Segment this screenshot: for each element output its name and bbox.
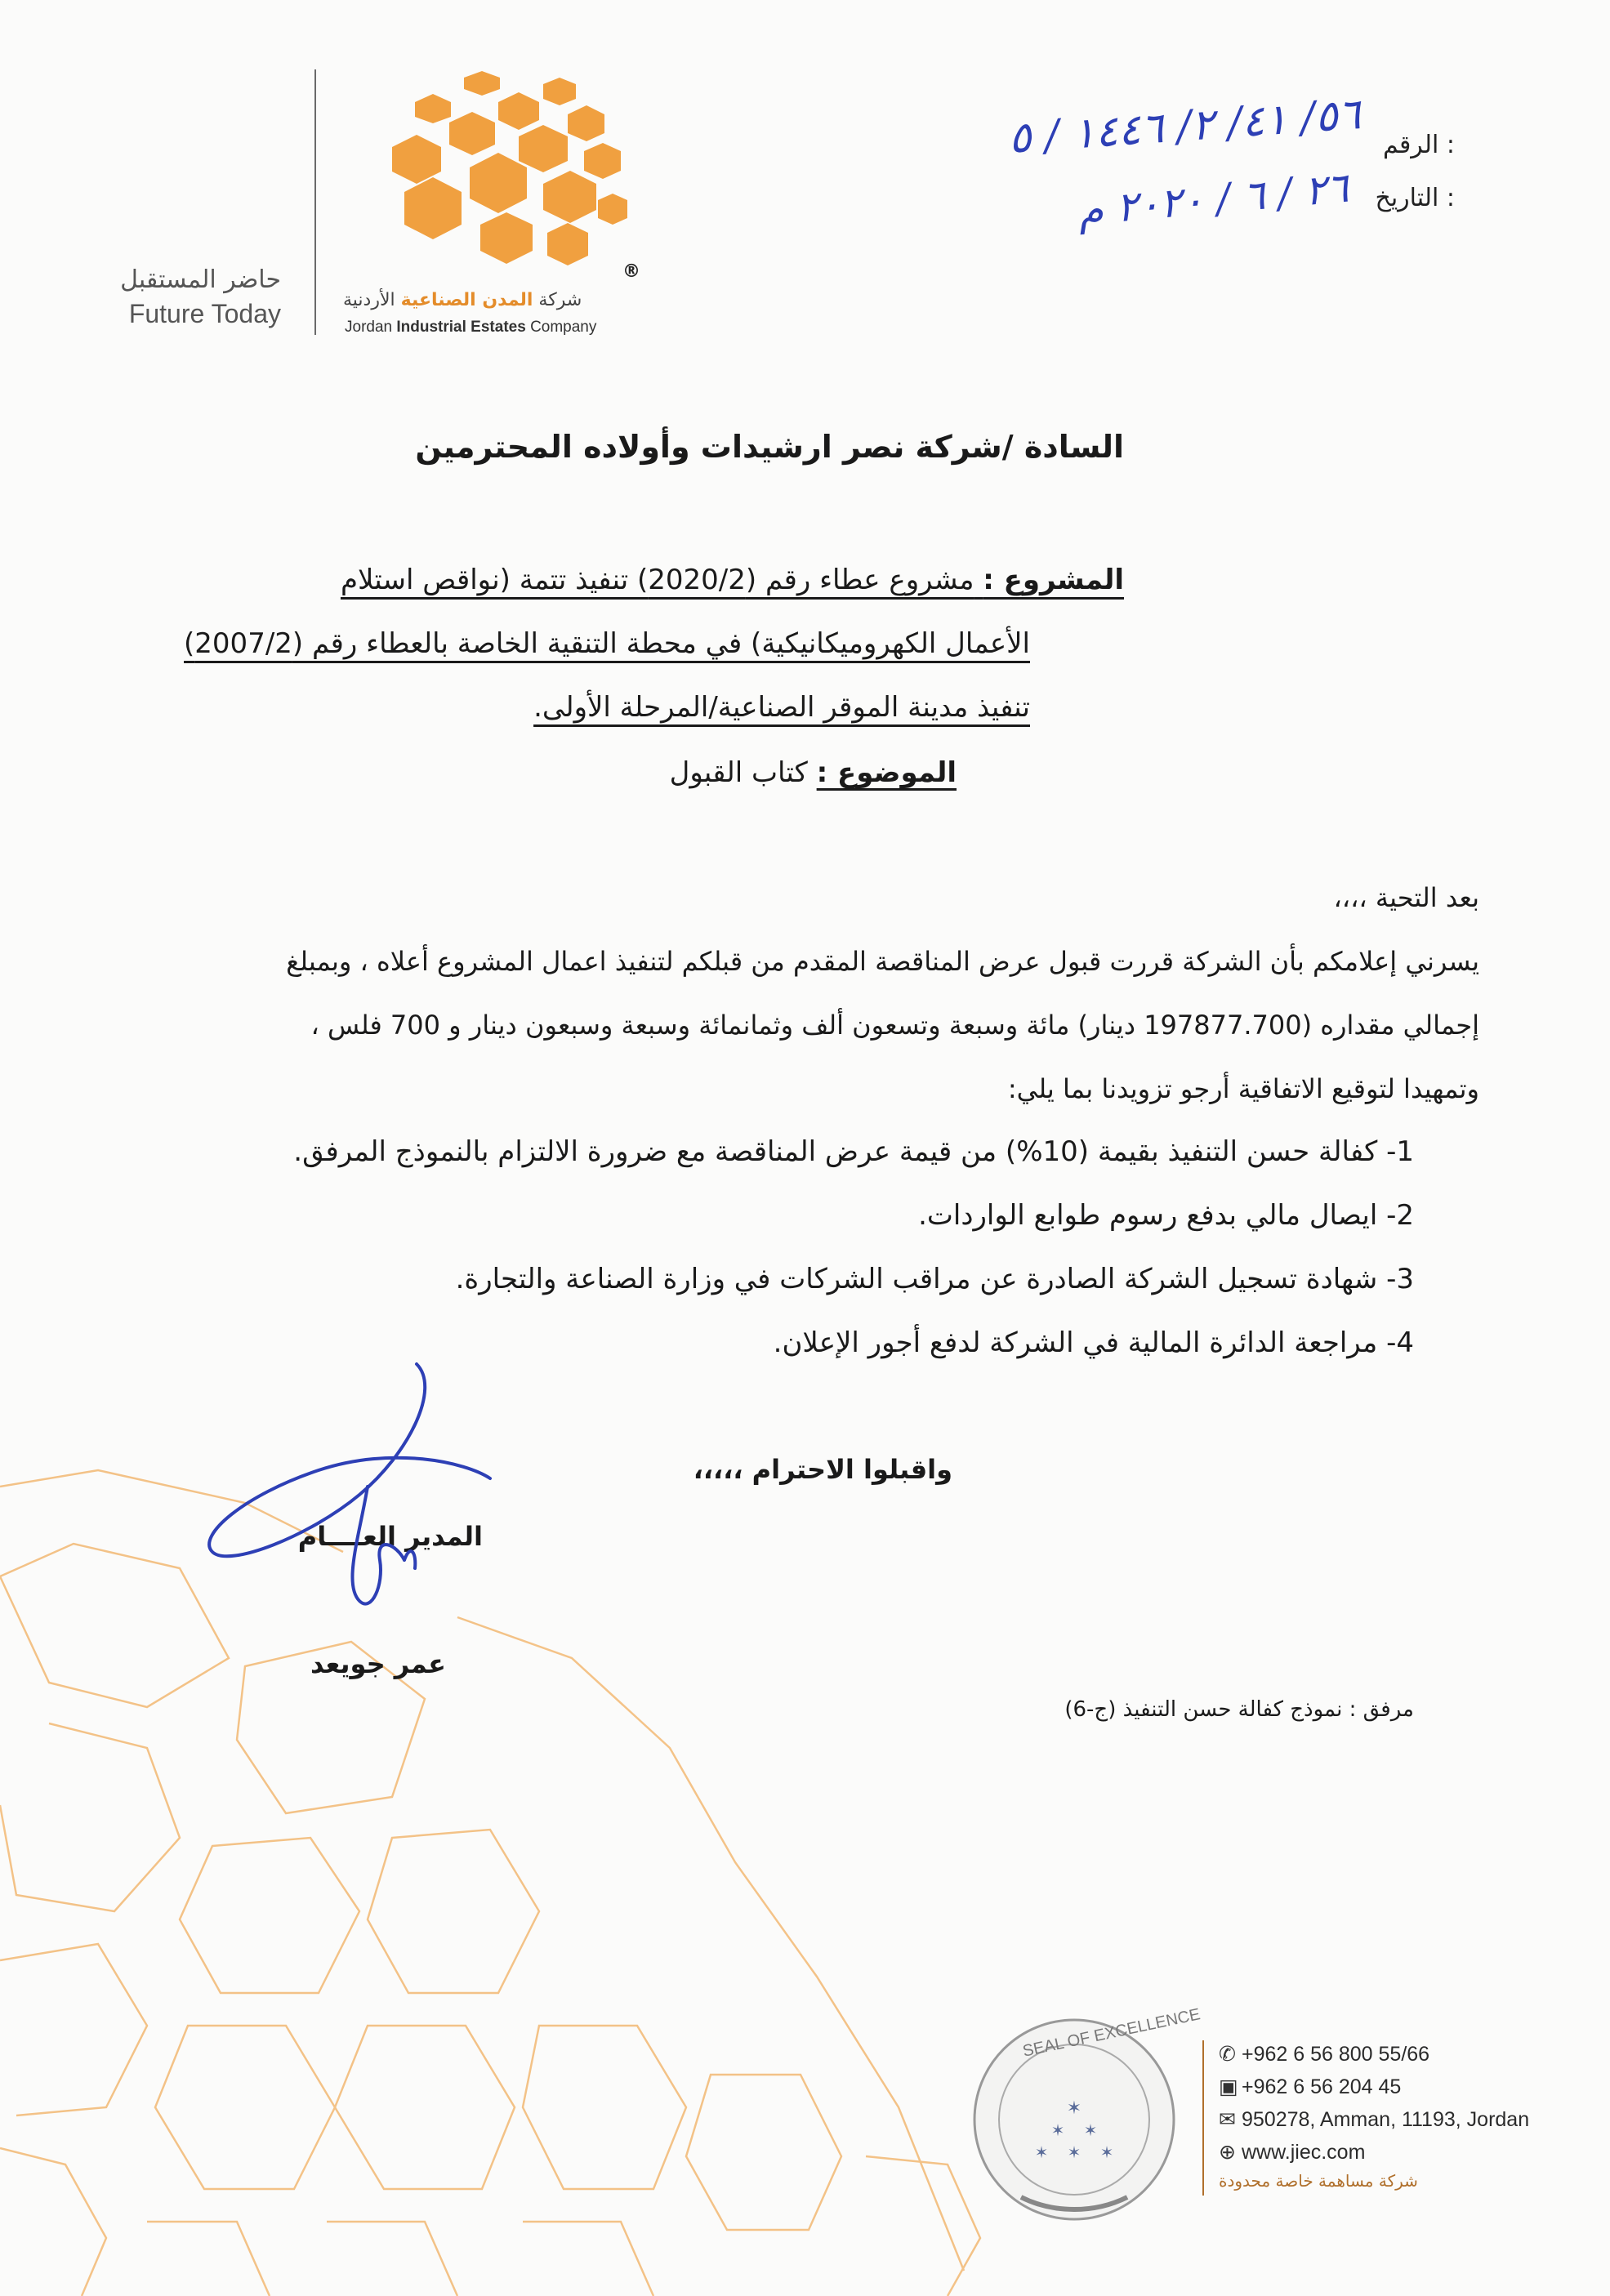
slogan-arabic: حاضر المستقبل [120, 265, 281, 294]
svg-text:✶: ✶ [1066, 2098, 1082, 2119]
fax-number: +962 6 56 204 45 [1242, 2075, 1402, 2098]
list-item-2: 2- ايصال مالي بدفع رسوم طوابع الواردات. [918, 1199, 1414, 1232]
seal-text: SEAL OF EXCELLENCE [1021, 2005, 1202, 2061]
phone-number: +962 6 56 800 55/66 [1242, 2043, 1430, 2066]
subject-label: الموضوع : [816, 756, 957, 789]
body-line-2: إجمالي مقداره (197877.700 دينار) مائة وسبعة وتسعون ألف وثمانمائة وسبعة وسبعون دينار و 700 فلس ، [310, 1010, 1479, 1041]
body-line-3: وتمهيدا لتوقيع الاتفاقية أرجو تزويدنا بما يلي: [1007, 1073, 1479, 1104]
svg-text:✶: ✶ [1067, 2142, 1082, 2162]
mail-icon: ✉ [1219, 2108, 1236, 2131]
svg-text:✶: ✶ [1083, 2120, 1098, 2140]
phone-icon: ✆ [1219, 2043, 1236, 2066]
slogan-english: Future Today [128, 299, 281, 328]
company-name-ar-main: المدن الصناعية [400, 290, 533, 310]
svg-text:✶: ✶ [1099, 2142, 1114, 2162]
project-line-2: الأعمال الكهروميكانيكية) في محطة التنقية الخاصة بالعطاء رقم (2007/2) [184, 627, 1030, 660]
body-line-1: يسرني إعلامكم بأن الشركة قررت قبول عرض المناقصة المقدم من قبلكم لتنفيذ اعمال المشروع أعلاه ، وبمبلغ [286, 946, 1479, 977]
company-name-english [345, 319, 596, 337]
signer-name: عمر جويعد [310, 1648, 446, 1679]
contact-address [1219, 2107, 1529, 2132]
footer-divider [1202, 2040, 1204, 2196]
company-name-ar-prefix: شركة [538, 290, 582, 310]
company-name-en-prefix: Jordan [345, 319, 393, 336]
list-item-4: 4- مراجعة الدائرة المالية في الشركة لدفع أجور الإعلان. [773, 1326, 1414, 1359]
project-line-3: تنفيذ مدينة الموقر الصناعية/المرحلة الأولى. [533, 691, 1030, 724]
company-name-en-main: Industrial Estates [396, 319, 526, 336]
list-item-3: 3- شهادة تسجيل الشركة الصادرة عن مراقب الشركات في وزارة الصناعة والتجارة. [455, 1263, 1414, 1295]
list-item-1: 1- كفالة حسن التنفيذ بقيمة (10%) من قيمة عرض المناقصة مع ضرورة الالتزام بالنموذج المرفق. [293, 1135, 1414, 1168]
company-name-arabic [343, 290, 582, 310]
project-line-1 [341, 564, 1124, 596]
subject-line [670, 756, 957, 789]
closing: واقبلوا الاحترام ،،،،، [693, 1454, 952, 1485]
subject-value: كتاب القبول [669, 756, 808, 789]
company-name-en-suffix: Company [530, 319, 597, 336]
svg-text:✶: ✶ [1034, 2142, 1049, 2162]
globe-icon: ⊕ [1219, 2141, 1236, 2164]
registered-mark: ® [622, 261, 640, 282]
svg-text:✶: ✶ [1050, 2120, 1065, 2140]
contact-website[interactable] [1219, 2140, 1365, 2164]
reference-number-label: الرقم : [1383, 131, 1455, 159]
reference-number-value: ٥٦/ ٤١/ ٢/ ١٤٤٦ / ٥ [1006, 90, 1362, 163]
header-divider [314, 69, 316, 335]
fax-icon: ▣ [1219, 2075, 1238, 2098]
company-name-ar-suffix: الأردنية [343, 290, 395, 310]
greeting: بعد التحية ،،،، [1333, 882, 1479, 913]
project-label: المشروع : [983, 564, 1124, 596]
contact-fax [1219, 2075, 1401, 2099]
date-label: التاريخ : [1375, 184, 1455, 212]
postal-address: 950278, Amman, 11193, Jordan [1242, 2108, 1530, 2131]
addressee: السادة /شركة نصر ارشيدات وأولاده المحترمين [415, 429, 1124, 465]
date-value: ٢٦ / ٦ / ٢٠٢٠ م [1075, 163, 1350, 235]
attachment-note: مرفق : نموذج كفالة حسن التنفيذ (ج-6) [1064, 1697, 1414, 1722]
project-line-1-text: مشروع عطاء رقم (2020/2) تنفيذ تتمة (نواقص استلام [340, 564, 974, 596]
company-logo-icon [384, 69, 645, 290]
contact-phone [1219, 2042, 1429, 2066]
company-type-arabic: شركة مساهمة خاصة محدودة [1219, 2171, 1418, 2191]
signature-icon [196, 1356, 506, 1666]
website-link[interactable]: www.jiec.com [1242, 2141, 1366, 2164]
signer-title: المدير العــــام [297, 1521, 483, 1552]
